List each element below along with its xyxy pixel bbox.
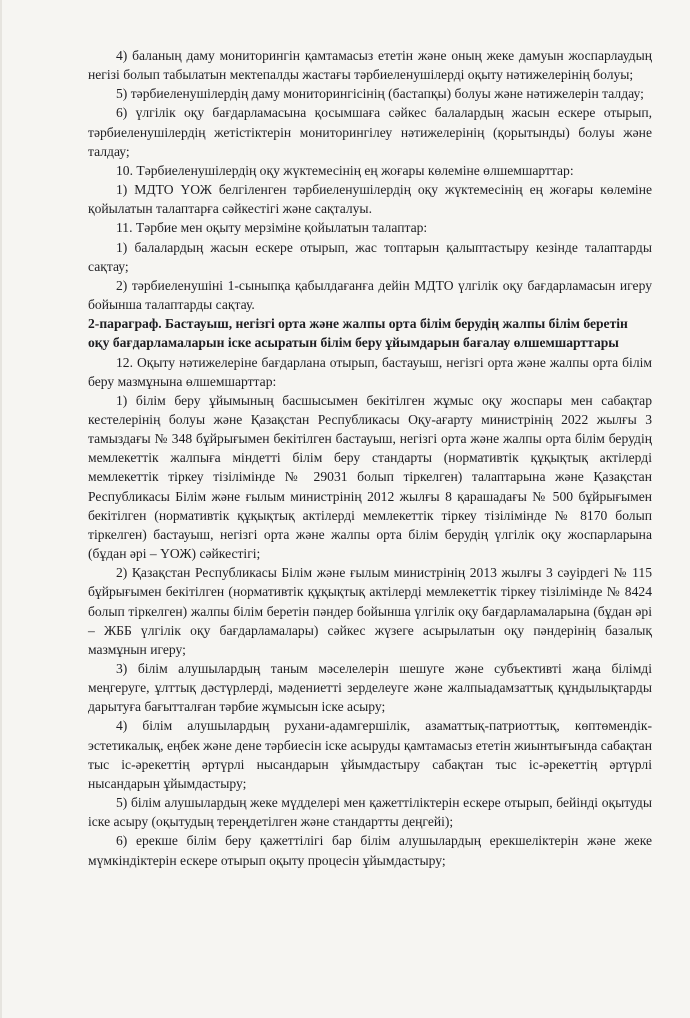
document-body <box>88 46 652 870</box>
paragraph-10-item-1: 1) МДТО ҮОЖ белгіленген тәрбиеленушілердің оқу жүктемесінің ең жоғары көлеміне қойылатын талаптарға сәйкестігі және сақталуы. <box>88 182 652 217</box>
paragraph-10: 10. Тәрбиеленушілердің оқу жүктемесінің ең жоғары көлеміне өлшемшарттар: <box>116 162 574 178</box>
paragraph-12-item-4: 4) білім алушылардың рухани-адамгершілік, азаматтық-патриоттық, көптөмендік-эстетикалық, еңбек және дене тәрбиесін іске асыруды қамтамасыз ететін жиынтығында сабақтан тыс іс-әрекеттің әртүрлі нысандарын ұйымдастыру сабақтан тыс іс-әрекеттің әртүрлі нысандарын ұйымдастыру; <box>88 718 652 791</box>
section-heading: 2-параграф. Бастауыш, негізгі орта және жалпы орта білім берудің жалпы білім беретін оқу бағдарламаларын іске асыратын білім беру ұйымдарын бағалау өлшемшарттары <box>88 316 628 351</box>
paragraph-11-item-1: 1) балалардың жасын ескере отырып, жас топтарын қалыптастыру кезінде талаптарды сақтау; <box>88 239 652 274</box>
paragraph-12-item-1: 1) білім беру ұйымының басшысымен бекітілген жұмыс оқу жоспары мен сабақтар кестелерінің болуы және Қазақстан Республикасы Оқу-ағарту министрінің 2022 жылғы 3 тамыздағы № 348 бұйрығымен бекітілген бастауыш, негізгі орта және жалпы орта білім берудің мемлекеттік жалпыға міндетті білім беру стандарты (нормативтік құқықтық актілерді мемлекеттік тіркеу тізілімінде № 29031 болып тіркелген) талаптарына және Қазақстан Республикасы Білім және ғылым министрінің 2012 жылғы 8 қарашадағы № 500 бұйрығымен бекітілген (нормативтік құқықтық актілерді мемлекеттік тіркеу тізілімінде № 8170 болып тіркелген) бастауыш, негізгі орта және жалпы орта білім берудің үлгілік оқу жоспарларына (бұдан әрі – ҮОЖ) сәйкестігі; <box>88 392 652 562</box>
paragraph-11: 11. Тәрбие мен оқыту мерзіміне қойылатын талаптар: <box>116 220 428 236</box>
paragraph-12-item-5: 5) білім алушылардың жеке мүдделері мен қажеттіліктерін ескере отырып, бейінді оқытуды іске асыру (оқытудың тереңдетілген және стандартты деңгейі); <box>88 795 652 830</box>
paragraph-12-item-3: 3) білім алушылардың таным мәселелерін шешуге және субъективті жаңа білімді меңгеруге, ұлттық дәстүрлерді, мәдениетті зерделеуге және жалпыадамзаттық құндылықтарды дарытуға бағытталған тәрбие жұмысын іске асыру; <box>88 661 652 715</box>
paragraph-12-item-2: 2) Қазақстан Республикасы Білім және ғылым министрінің 2013 жылғы 3 сәуірдегі № 115 бұйрығымен бекітілген (нормативтік құқықтық актілерді мемлекеттік тіркеу тізілімінде № 8424 болып тіркелген) жалпы білім беретін пәндер бойынша үлгілік оқу бағдарламаларына (бұдан әрі – ЖББ үлгілік оқу бағдарламалары) сәйкес жүзеге асырылатын оқу пәндерінің базалық мазмұнын игеру; <box>88 565 652 657</box>
paragraph-11-item-2: 2) тәрбиеленушіні 1-сыныпқа қабылдағанға дейін МДТО үлгілік оқу бағдарламасын игеру бойынша талаптарды сақтау. <box>88 277 652 313</box>
paragraph-12: 12. Оқыту нәтижелеріне бағдарлана отырып, бастауыш, негізгі орта және жалпы орта білім беру мазмұнына өлшемшарттар: <box>88 354 652 389</box>
paragraph-item-5: 5) тәрбиеленушілердің даму мониторингісінің (бастапқы) болуы және нәтижелерін талдау; <box>116 86 644 102</box>
paragraph-item-6: 6) үлгілік оқу бағдарламасына қосымшаға сәйкес балалардың жасын ескере отырып, тәрбиеленушілердің жетістіктерін мониторингілеу нәтижелерінің (қорытынды) болуы және талдау; <box>88 105 652 159</box>
paragraph-12-item-6: 6) ерекше білім беру қажеттілігі бар білім алушылардың ерекшеліктерін және жеке мүмкіндіктерін ескере отырып оқыту процесін ұйымдастыру; <box>88 833 652 868</box>
paragraph-item-4: 4) баланың даму мониторингін қамтамасыз ететін және оның жеке дамуын жоспарлаудың негізі болып табылатын мектепалды жастағы тәрбиеленушілерді оқыту нәтижелерінің болуы; <box>88 48 652 83</box>
page-edge <box>0 0 2 1018</box>
